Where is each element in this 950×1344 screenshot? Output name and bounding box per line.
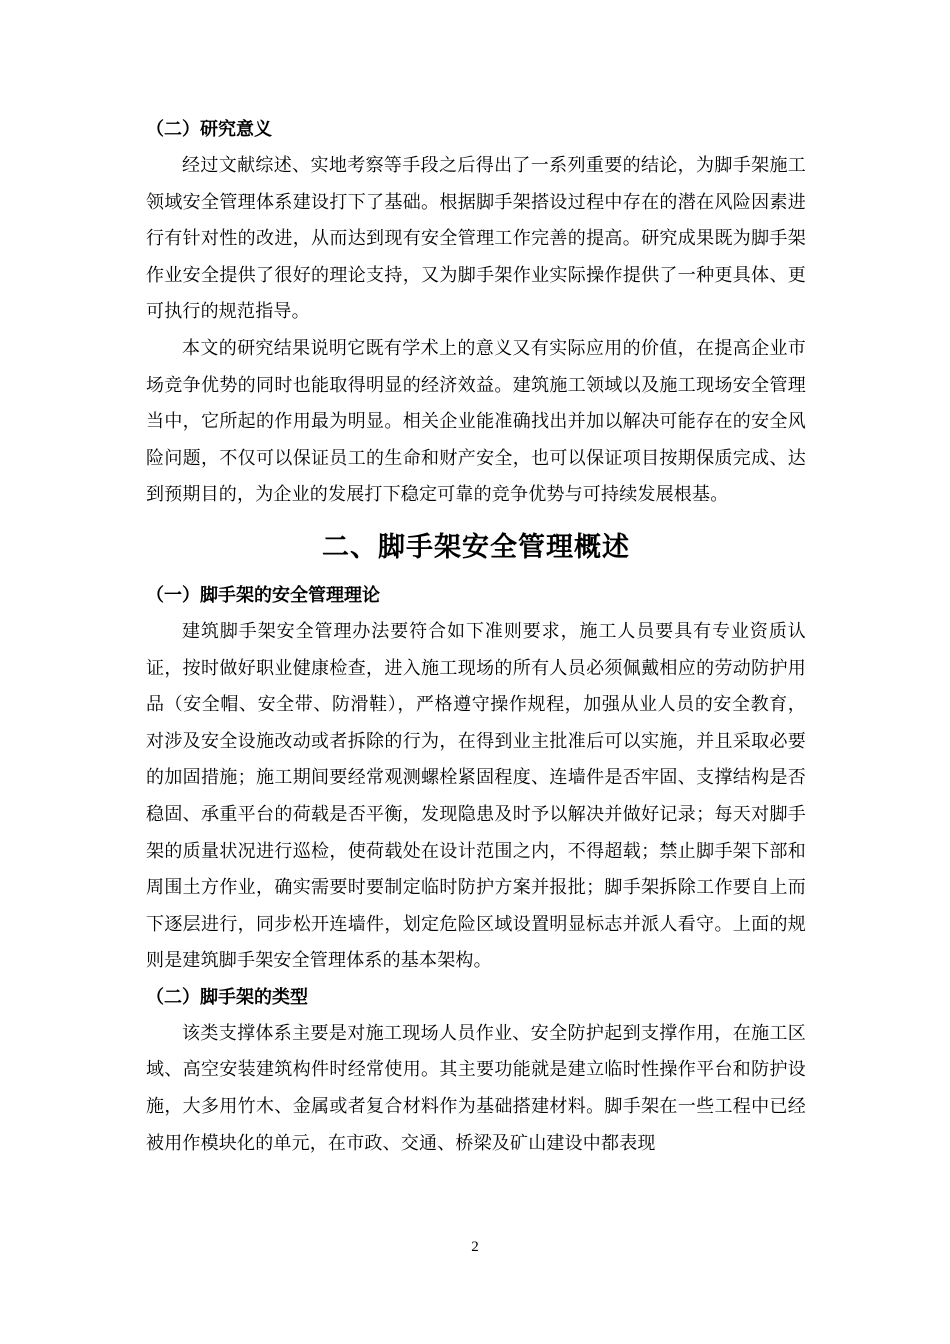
page-number: 2 <box>471 1239 479 1255</box>
paragraph-scaffold-types: 该类支撑体系主要是对施工现场人员作业、安全防护起到支撑作用，在施工区域、高空安装建筑构件时经常使用。其主要功能就是建立临时性操作平台和防护设施，大多用竹木、金属或者复合材料作为基础搭建材料。脚手架在一些工程中已经被用作模块化的单元，在市政、交通、桥梁及矿山建设中都表现 <box>146 1022 806 1154</box>
page-content <box>146 112 806 1162</box>
section-heading-safety-theory: （一）脚手架的安全管理理论 <box>146 584 380 606</box>
chapter-title: 二、脚手架安全管理概述 <box>322 531 630 563</box>
section-heading-research-significance: （二）研究意义 <box>146 119 272 140</box>
paragraph-research-significance-1: 经过文献综述、实地考察等手段之后得出了一系列重要的结论，为脚手架施工领域安全管理体系建设打下了基础。根据脚手架搭设过程中存在的潜在风险因素进行有针对性的改进，从而达到现有安全管理工作完善的提高。研究成果既为脚手架作业安全提供了很好的理论支持，又为脚手架作业实际操作提供了一种更具体、更可执行的规范指导。 <box>146 155 806 323</box>
section-heading-scaffold-types: （二）脚手架的类型 <box>146 986 308 1008</box>
paragraph-research-significance-2: 本文的研究结果说明它既有学术上的意义又有实际应用的价值，在提高企业市场竞争优势的同时也能取得明显的经济效益。建筑施工领域以及施工现场安全管理当中，它所起的作用最为明显。相关企业能准确找出并加以解决可能存在的安全风险问题，不仅可以保证员工的生命和财产安全，也可以保证项目按期保质完成、达到预期目的，为企业的发展打下稳定可靠的竞争优势与可持续发展根基。 <box>146 337 806 506</box>
paragraph-safety-theory: 建筑脚手架安全管理办法要符合如下准则要求，施工人员要具有专业资质认证，按时做好职业健康检查，进入施工现场的所有人员必须佩戴相应的劳动防护用品（安全帽、安全带、防滑鞋），严格遵守操作规程，加强从业人员的安全教育，对涉及安全设施改动或者拆除的行为，在得到业主批准后可以实施，并且采取必要的加固措施；施工期间要经常观测螺栓紧固程度、连墙件是否牢固、支撑结构是否稳固、承重平台的荷载是否平衡，发现隐患及时予以解决并做好记录；每天对脚手架的质量状况进行巡检，使荷载处在设计范围之内，不得超载；禁止脚手架下部和周围土方作业，确实需要时要制定临时防护方案并报批；脚手架拆除工作要自上而下逐层进行，同步松开连墙件，划定危险区域设置明显标志并派人看守。上面的规则是建筑脚手架安全管理体系的基本架构。 <box>146 620 806 972</box>
